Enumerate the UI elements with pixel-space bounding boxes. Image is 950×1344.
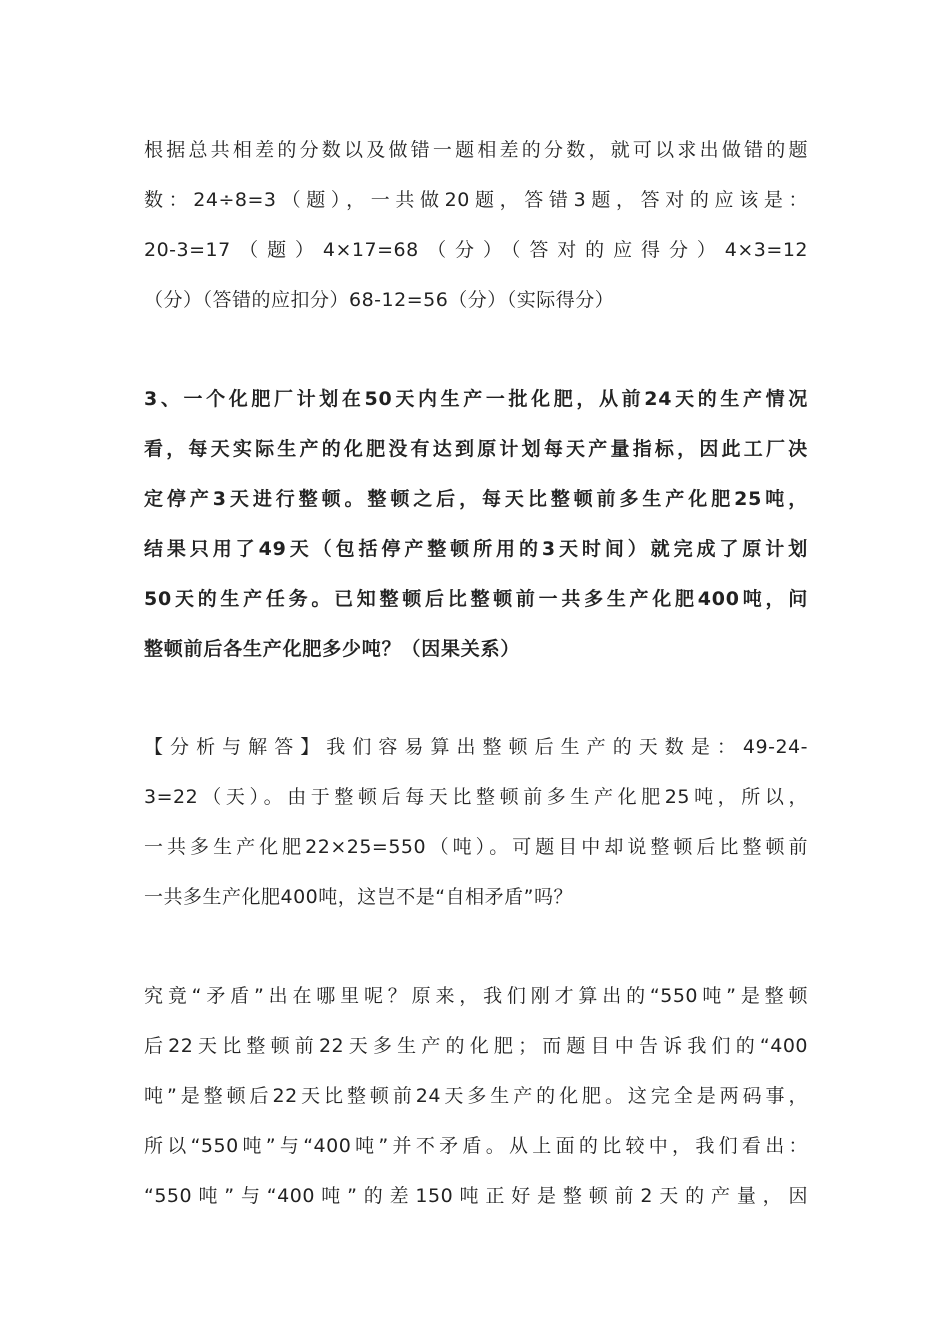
text-line: 看，每天实际生产的化肥没有达到原计划每天产量指标，因此工厂决 <box>144 438 808 460</box>
explanation-paragraph <box>144 981 808 1231</box>
text-line: 一共多生产化肥400吨，这岂不是“自相矛盾”吗？ <box>144 886 573 908</box>
text-line: “550吨”与“400吨”的差150吨正好是整顿前2天的产量，因 <box>144 1185 808 1207</box>
text-line: 根据总共相差的分数以及做错一题相差的分数，就可以求出做错的题 <box>144 139 808 161</box>
text-line: 整顿前后各生产化肥多少吨？（因果关系） <box>144 638 521 660</box>
problem-3-paragraph <box>144 384 808 684</box>
text-line: 20-3=17（题）4×17=68（分）（答对的应得分）4×3=12 <box>144 239 808 261</box>
text-line: 定停产3天进行整顿。整顿之后，每天比整顿前多生产化肥25吨， <box>144 488 808 510</box>
text-line: 所以“550吨”与“400吨”并不矛盾。从上面的比较中，我们看出： <box>144 1135 808 1157</box>
analysis-paragraph <box>144 732 808 932</box>
text-line: 究竟“矛盾”出在哪里呢？原来，我们刚才算出的“550吨”是整顿 <box>144 985 808 1007</box>
text-line: 后22天比整顿前22天多生产的化肥；而题目中告诉我们的“400 <box>144 1035 808 1057</box>
text-line: 3、一个化肥厂计划在50天内生产一批化肥，从前24天的生产情况 <box>144 388 808 410</box>
text-line: 一共多生产化肥22×25=550（吨）。可题目中却说整顿后比整顿前 <box>144 836 808 858</box>
text-line: 结果只用了49天（包括停产整顿所用的3天时间）就完成了原计划 <box>144 538 808 560</box>
solution-paragraph <box>144 135 808 335</box>
text-line: 吨”是整顿后22天比整顿前24天多生产的化肥。这完全是两码事， <box>144 1085 808 1107</box>
text-line: 50天的生产任务。已知整顿后比整顿前一共多生产化肥400吨，问 <box>144 588 808 610</box>
text-line: 数：24÷8=3（题），一共做20题，答错3题，答对的应该是： <box>144 189 808 211</box>
text-line: （分）（答错的应扣分）68-12=56（分）（实际得分） <box>144 289 615 311</box>
text-line: 【分析与解答】我们容易算出整顿后生产的天数是：49-24- <box>144 736 808 758</box>
text-line: 3=22（天）。由于整顿后每天比整顿前多生产化肥25吨，所以， <box>144 786 808 808</box>
